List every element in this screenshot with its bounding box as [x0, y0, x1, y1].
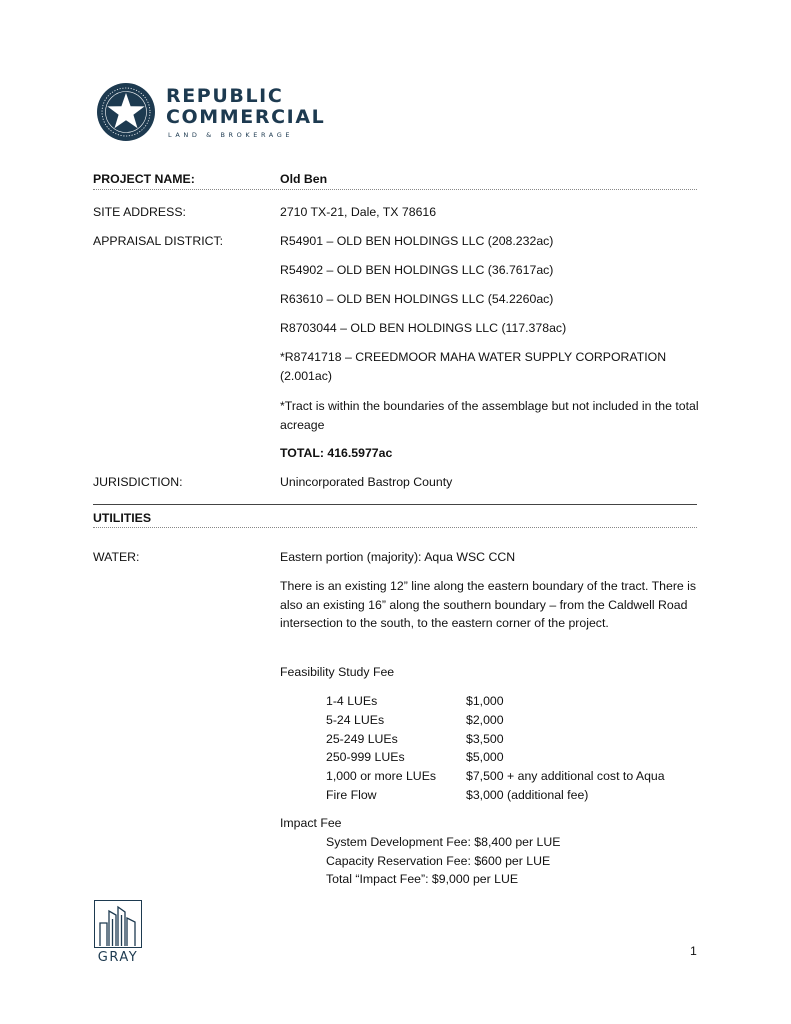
- logo-line-2: COMMERCIAL: [166, 105, 326, 128]
- table-row: [326, 786, 665, 805]
- water-provider: Eastern portion (majority): Aqua WSC CCN: [280, 550, 516, 564]
- table-row: [326, 748, 665, 767]
- jurisdiction-value: Unincorporated Bastrop County: [280, 475, 453, 489]
- fee-tier: Fire Flow: [326, 787, 377, 802]
- water-description: There is an existing 12” line along the eastern boundary of the tract. There is also an existing 16” along the southern boundary – from the Caldwell Road intersection to the south, to the eastern corner of the project.: [280, 579, 697, 630]
- fee-tier: 5-24 LUEs: [326, 712, 385, 727]
- table-row: [326, 730, 665, 749]
- building-icon: [94, 900, 142, 948]
- fee-tier: 1-4 LUEs: [326, 694, 378, 708]
- fee-tier: 25-249 LUEs: [326, 731, 398, 746]
- total-acreage: TOTAL: 416.5977ac: [280, 446, 393, 460]
- table-row: [326, 711, 665, 730]
- feasibility-fee-table: [326, 692, 665, 805]
- list-item: Capacity Reservation Fee: $600 per LUE: [326, 853, 551, 868]
- parcel-item: R63610 – OLD BEN HOLDINGS LLC (54.2260ac): [280, 292, 554, 306]
- star-seal-icon: [96, 82, 156, 142]
- fee-amount: $1,000: [466, 694, 504, 708]
- logo-subtitle: LAND & BROKERAGE: [168, 130, 294, 139]
- parcel-item: R54901 – OLD BEN HOLDINGS LLC (208.232ac): [280, 234, 554, 248]
- table-row: [326, 692, 665, 711]
- gray-logo-word: GRAY: [97, 950, 139, 965]
- project-name-value: Old Ben: [280, 172, 328, 186]
- acreage-note: *Tract is within the boundaries of the assemblage but not included in the total acreage: [280, 399, 699, 432]
- gray-logo: [92, 900, 144, 965]
- page-number: 1: [690, 944, 697, 958]
- fee-tier: 1,000 or more LUEs: [326, 769, 437, 784]
- table-row: [326, 767, 665, 786]
- fee-amount: $5,000: [466, 750, 504, 765]
- parcel-item: R8703044 – OLD BEN HOLDINGS LLC (117.378ac): [280, 321, 567, 335]
- project-name-label: PROJECT NAME:: [93, 172, 195, 186]
- divider: [93, 504, 697, 505]
- impact-fee-section: [280, 814, 560, 889]
- water-label: WATER:: [93, 550, 140, 564]
- list-item: Total “Impact Fee”: $9,000 per LUE: [326, 872, 519, 887]
- utilities-heading: UTILITIES: [93, 511, 152, 525]
- parcel-item: *R8741718 – CREEDMOOR MAHA WATER SUPPLY CORPORATION (2.001ac): [280, 350, 667, 383]
- impact-fee-title: Impact Fee: [280, 816, 342, 830]
- appraisal-district-label: APPRAISAL DISTRICT:: [93, 234, 224, 248]
- fee-amount: $7,500 + any additional cost to Aqua: [466, 769, 665, 784]
- fee-amount: $3,500: [466, 731, 504, 746]
- fee-tier: 250-999 LUEs: [326, 750, 405, 765]
- republic-commercial-logo: [96, 82, 325, 142]
- site-address-value: 2710 TX-21, Dale, TX 78616: [280, 205, 437, 219]
- site-address-label: SITE ADDRESS:: [93, 205, 186, 219]
- fee-amount: $3,000 (additional fee): [466, 787, 589, 802]
- jurisdiction-label: JURISDICTION:: [93, 475, 183, 489]
- list-item: System Development Fee: $8,400 per LUE: [326, 834, 561, 849]
- fee-amount: $2,000: [466, 712, 504, 727]
- logo-line-1: REPUBLIC: [166, 84, 284, 107]
- feasibility-title: Feasibility Study Fee: [280, 665, 395, 679]
- divider: [93, 527, 697, 528]
- divider: [93, 189, 697, 190]
- parcel-item: R54902 – OLD BEN HOLDINGS LLC (36.7617ac): [280, 263, 554, 277]
